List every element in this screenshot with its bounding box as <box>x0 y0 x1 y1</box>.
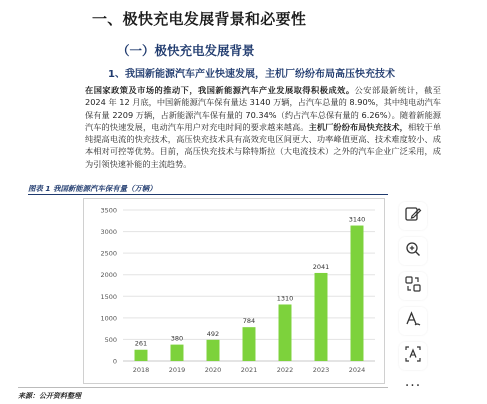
y-tick-label: 500 <box>104 335 117 344</box>
edit-icon <box>404 205 422 227</box>
convert-button[interactable] <box>399 272 427 300</box>
figure-title-rule <box>28 194 388 195</box>
x-tick-label: 2021 <box>240 366 258 374</box>
data-label: 380 <box>170 334 184 343</box>
chart-frame <box>83 198 385 384</box>
bar <box>207 340 220 361</box>
subsection-heading: （一）极快充电发展背景 <box>117 43 255 58</box>
y-tick-label: 3000 <box>100 228 117 237</box>
paragraph-bold-lead: 在国家政策及市场的推动下，我国新能源汽车产业发展取得积极成效。 <box>85 85 355 95</box>
figure-title: 图表 1 我国新能源汽车保有量（万辆） <box>28 184 157 193</box>
bar <box>351 226 364 361</box>
paragraph-bold-mid: 主机厂纷纷布局快充技术， <box>308 121 408 132</box>
source-rule <box>18 387 388 388</box>
text-recognition-icon <box>404 345 422 367</box>
y-tick-label: 1000 <box>100 314 117 323</box>
bar <box>135 350 148 361</box>
side-toolbar <box>397 202 429 395</box>
y-tick-label: 2500 <box>100 249 117 258</box>
y-tick-label: 2000 <box>100 271 117 280</box>
more-button[interactable] <box>399 377 427 395</box>
x-tick-label: 2023 <box>312 366 330 374</box>
edit-button[interactable] <box>399 202 427 230</box>
text-style-icon <box>404 310 422 332</box>
data-label: 492 <box>206 329 220 338</box>
paragraph-text-1: 公安部最新统计，截至 2024 年 12 月底，中国新能源汽车保有量达 3140 万辆，占汽车总量的 8.90%，其中纯电动汽车保有量 2209 万辆，占新能源汽车保有量的 70.34%（约占汽车总保有量的 6.26%）。随着新能源汽车的快速发展，电动汽车用户对充电时间的要求越来越高。 <box>85 85 441 132</box>
bar <box>279 304 292 361</box>
bar <box>171 345 184 361</box>
bar <box>243 327 256 361</box>
zoom-button[interactable] <box>399 237 427 265</box>
x-tick-label: 2022 <box>276 366 294 374</box>
bar <box>315 273 328 361</box>
section-heading: 一、极快充电发展背景和必要性 <box>92 10 307 28</box>
x-tick-label: 2020 <box>204 366 222 374</box>
x-tick-label: 2019 <box>168 366 186 374</box>
x-tick-label: 2018 <box>132 366 150 374</box>
data-label: 1310 <box>276 294 294 303</box>
more-icon: ··· <box>404 378 422 394</box>
zoom-in-icon <box>404 240 422 262</box>
chart-border <box>84 199 385 384</box>
paragraph-text-2: 相较于单纯提高电流的快充技术，高压快充技术具有高效充电区间更大、功率峰值更高、技术难度较小、成本相对可控等优势。目前，高压快充技术与除特斯拉（大电流技术）之外的汽车企业广泛采用，成为引领快速补能的主流趋势。 <box>85 121 441 169</box>
x-tick-label: 2024 <box>348 366 366 374</box>
figure-source: 来源：公开资料整理 <box>18 392 81 400</box>
convert-icon <box>404 275 422 297</box>
y-tick-label: 1500 <box>100 292 117 301</box>
text-style-button[interactable] <box>399 307 427 335</box>
data-label: 3140 <box>348 215 366 224</box>
data-label: 2041 <box>312 262 330 271</box>
bar-chart <box>83 198 385 384</box>
y-tick-label: 3500 <box>100 206 117 215</box>
text-recognition-button[interactable] <box>399 342 427 370</box>
body-paragraph <box>85 84 441 170</box>
data-label: 261 <box>134 339 148 348</box>
data-label: 784 <box>242 317 256 326</box>
y-tick-label: 0 <box>112 357 117 366</box>
topic-heading: 1、我国新能源汽车产业快速发展，主机厂纷纷布局高压快充技术 <box>108 69 395 80</box>
